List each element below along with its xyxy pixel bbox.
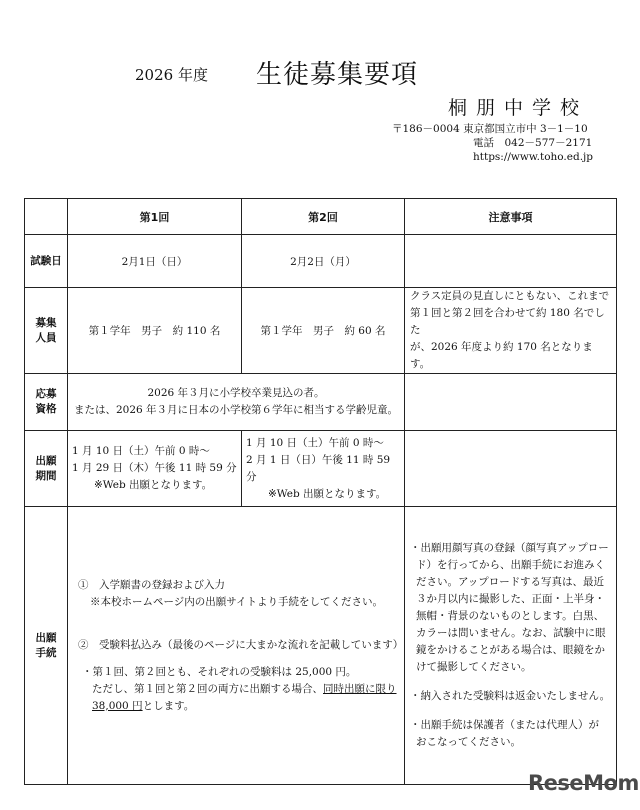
note-line: ド）を行ってから、出願手続にお進みく <box>416 559 605 571</box>
period-r1 <box>68 431 242 507</box>
fee-line-2-text: ただし、第１回と第２回の両方に出願する場合、 <box>92 682 323 695</box>
period-start: 1 月 10 日（土）午前 0 時～ <box>72 445 210 457</box>
row-eligibility <box>25 374 617 431</box>
fee-line-3-text: とします。 <box>142 699 195 712</box>
label-line: 手続 <box>35 646 57 659</box>
step-2: ② 受験料払込み（最後のページに大まかな流れを記載しています） <box>78 638 404 651</box>
year-label: 2026 年度 <box>135 66 208 84</box>
note-line: クラス定員の見直しにともない、これまで <box>410 290 610 302</box>
label-line: 期間 <box>35 469 57 482</box>
fee-amount-underlined: 38,000 円 <box>92 699 143 712</box>
school-address <box>392 122 593 164</box>
label-line: 出願 <box>35 631 57 644</box>
period-note <box>405 431 617 507</box>
period-web-note: ※Web 出願となります。 <box>268 487 387 500</box>
recruit-note <box>405 288 617 374</box>
row-recruit <box>25 288 617 374</box>
note-line: ・納入された受験料は返金いたしません。 <box>410 690 611 702</box>
header-round-1: 第1回 <box>68 199 242 235</box>
step-1-note: ※本校ホームページ内の出願サイトより手続をしてください。 <box>90 595 384 608</box>
note-line: が、2026 年度より約 170 名となります。 <box>410 341 593 370</box>
admission-table <box>24 198 617 785</box>
header-notes: 注意事項 <box>405 199 617 235</box>
period-start: 1 月 10 日（土）午前 0 時～ <box>246 436 384 449</box>
eligibility-line: 2026 年３月に小学校卒業見込の者。 <box>147 387 325 399</box>
eligibility-text <box>68 374 405 431</box>
note-line: ださい。アップロードする写真は、最近 <box>416 576 604 588</box>
period-end: 1 月 29 日（木）午後 11 時 59 分 <box>72 462 237 474</box>
exam-date-note <box>405 235 617 288</box>
eligibility-line: または、2026 年３月に日本の小学校第６学年に相当する学齢児童。 <box>73 404 399 416</box>
eligibility-note <box>405 374 617 431</box>
row-procedure <box>25 507 617 785</box>
page-title: 生徒募集要項 <box>256 60 419 90</box>
table-header-row <box>25 199 617 235</box>
school-name: 桐朋中学校 <box>448 97 589 119</box>
label-recruit <box>25 288 68 374</box>
note-line: 無帽・背景のないものとします。白黒、 <box>416 610 605 622</box>
period-web-note: ※Web 出願となります。 <box>94 479 213 491</box>
note-line: 第１回と第２回を合わせて約 180 名でした <box>410 307 605 336</box>
label-period <box>25 431 68 507</box>
website-url: https://www.toho.ed.jp <box>473 151 594 163</box>
fee-line-3 <box>78 698 400 715</box>
note-line: ・出願手続は保護者（または代理人）が <box>410 719 599 731</box>
exam-date-r2: 2月2日（月） <box>242 235 405 288</box>
period-end: 2 月 1 日（日）午後 11 時 59 分 <box>246 453 391 483</box>
label-line: 人員 <box>35 331 57 344</box>
label-line: 募集 <box>35 316 57 329</box>
recruit-r1: 第１学年 男子 約 110 名 <box>68 288 242 374</box>
exam-date-r1: 2月1日（日） <box>68 235 242 288</box>
fee-line-2 <box>78 681 400 698</box>
row-period <box>25 431 617 507</box>
label-line: 資格 <box>35 403 57 415</box>
postal-address: 〒186－0004 東京都国立市中 3－1－10 <box>392 123 588 135</box>
label-exam-date: 試験日 <box>25 235 68 288</box>
procedure-steps <box>68 507 405 785</box>
note-line: けて撮影してください。 <box>416 661 532 673</box>
procedure-notes <box>405 507 617 785</box>
label-line: 出願 <box>35 454 57 467</box>
label-line: 応募 <box>35 388 57 400</box>
phone-number: 電話 042－577－2171 <box>473 137 593 149</box>
period-r2 <box>242 431 405 507</box>
note-line: ・出願用顔写真の登録（顔写真アップロー <box>410 542 609 554</box>
label-procedure <box>25 507 68 785</box>
resemom-logo: ReseMom <box>528 771 639 795</box>
recruit-r2: 第１学年 男子 約 60 名 <box>242 288 405 374</box>
step-1: ① 入学願書の登録および入力 <box>78 578 225 591</box>
note-line: 鏡をかけることがある場合は、眼鏡をか <box>416 644 605 656</box>
row-exam-date <box>25 235 617 288</box>
fee-line-1: ・第１回、第２回とも、それぞれの受験料は 25,000 円。 <box>82 665 357 678</box>
header-round-2: 第2回 <box>242 199 405 235</box>
header-blank <box>25 199 68 235</box>
note-line: ３か月以内に撮影した、正面・上半身・ <box>416 593 605 605</box>
note-line: カラーは問いません。なお、試験中に眼 <box>416 627 606 639</box>
label-eligibility <box>25 374 68 431</box>
note-line: おこなってください。 <box>416 736 521 748</box>
fee-line-2-underlined: 同時出願に限り <box>323 682 397 695</box>
